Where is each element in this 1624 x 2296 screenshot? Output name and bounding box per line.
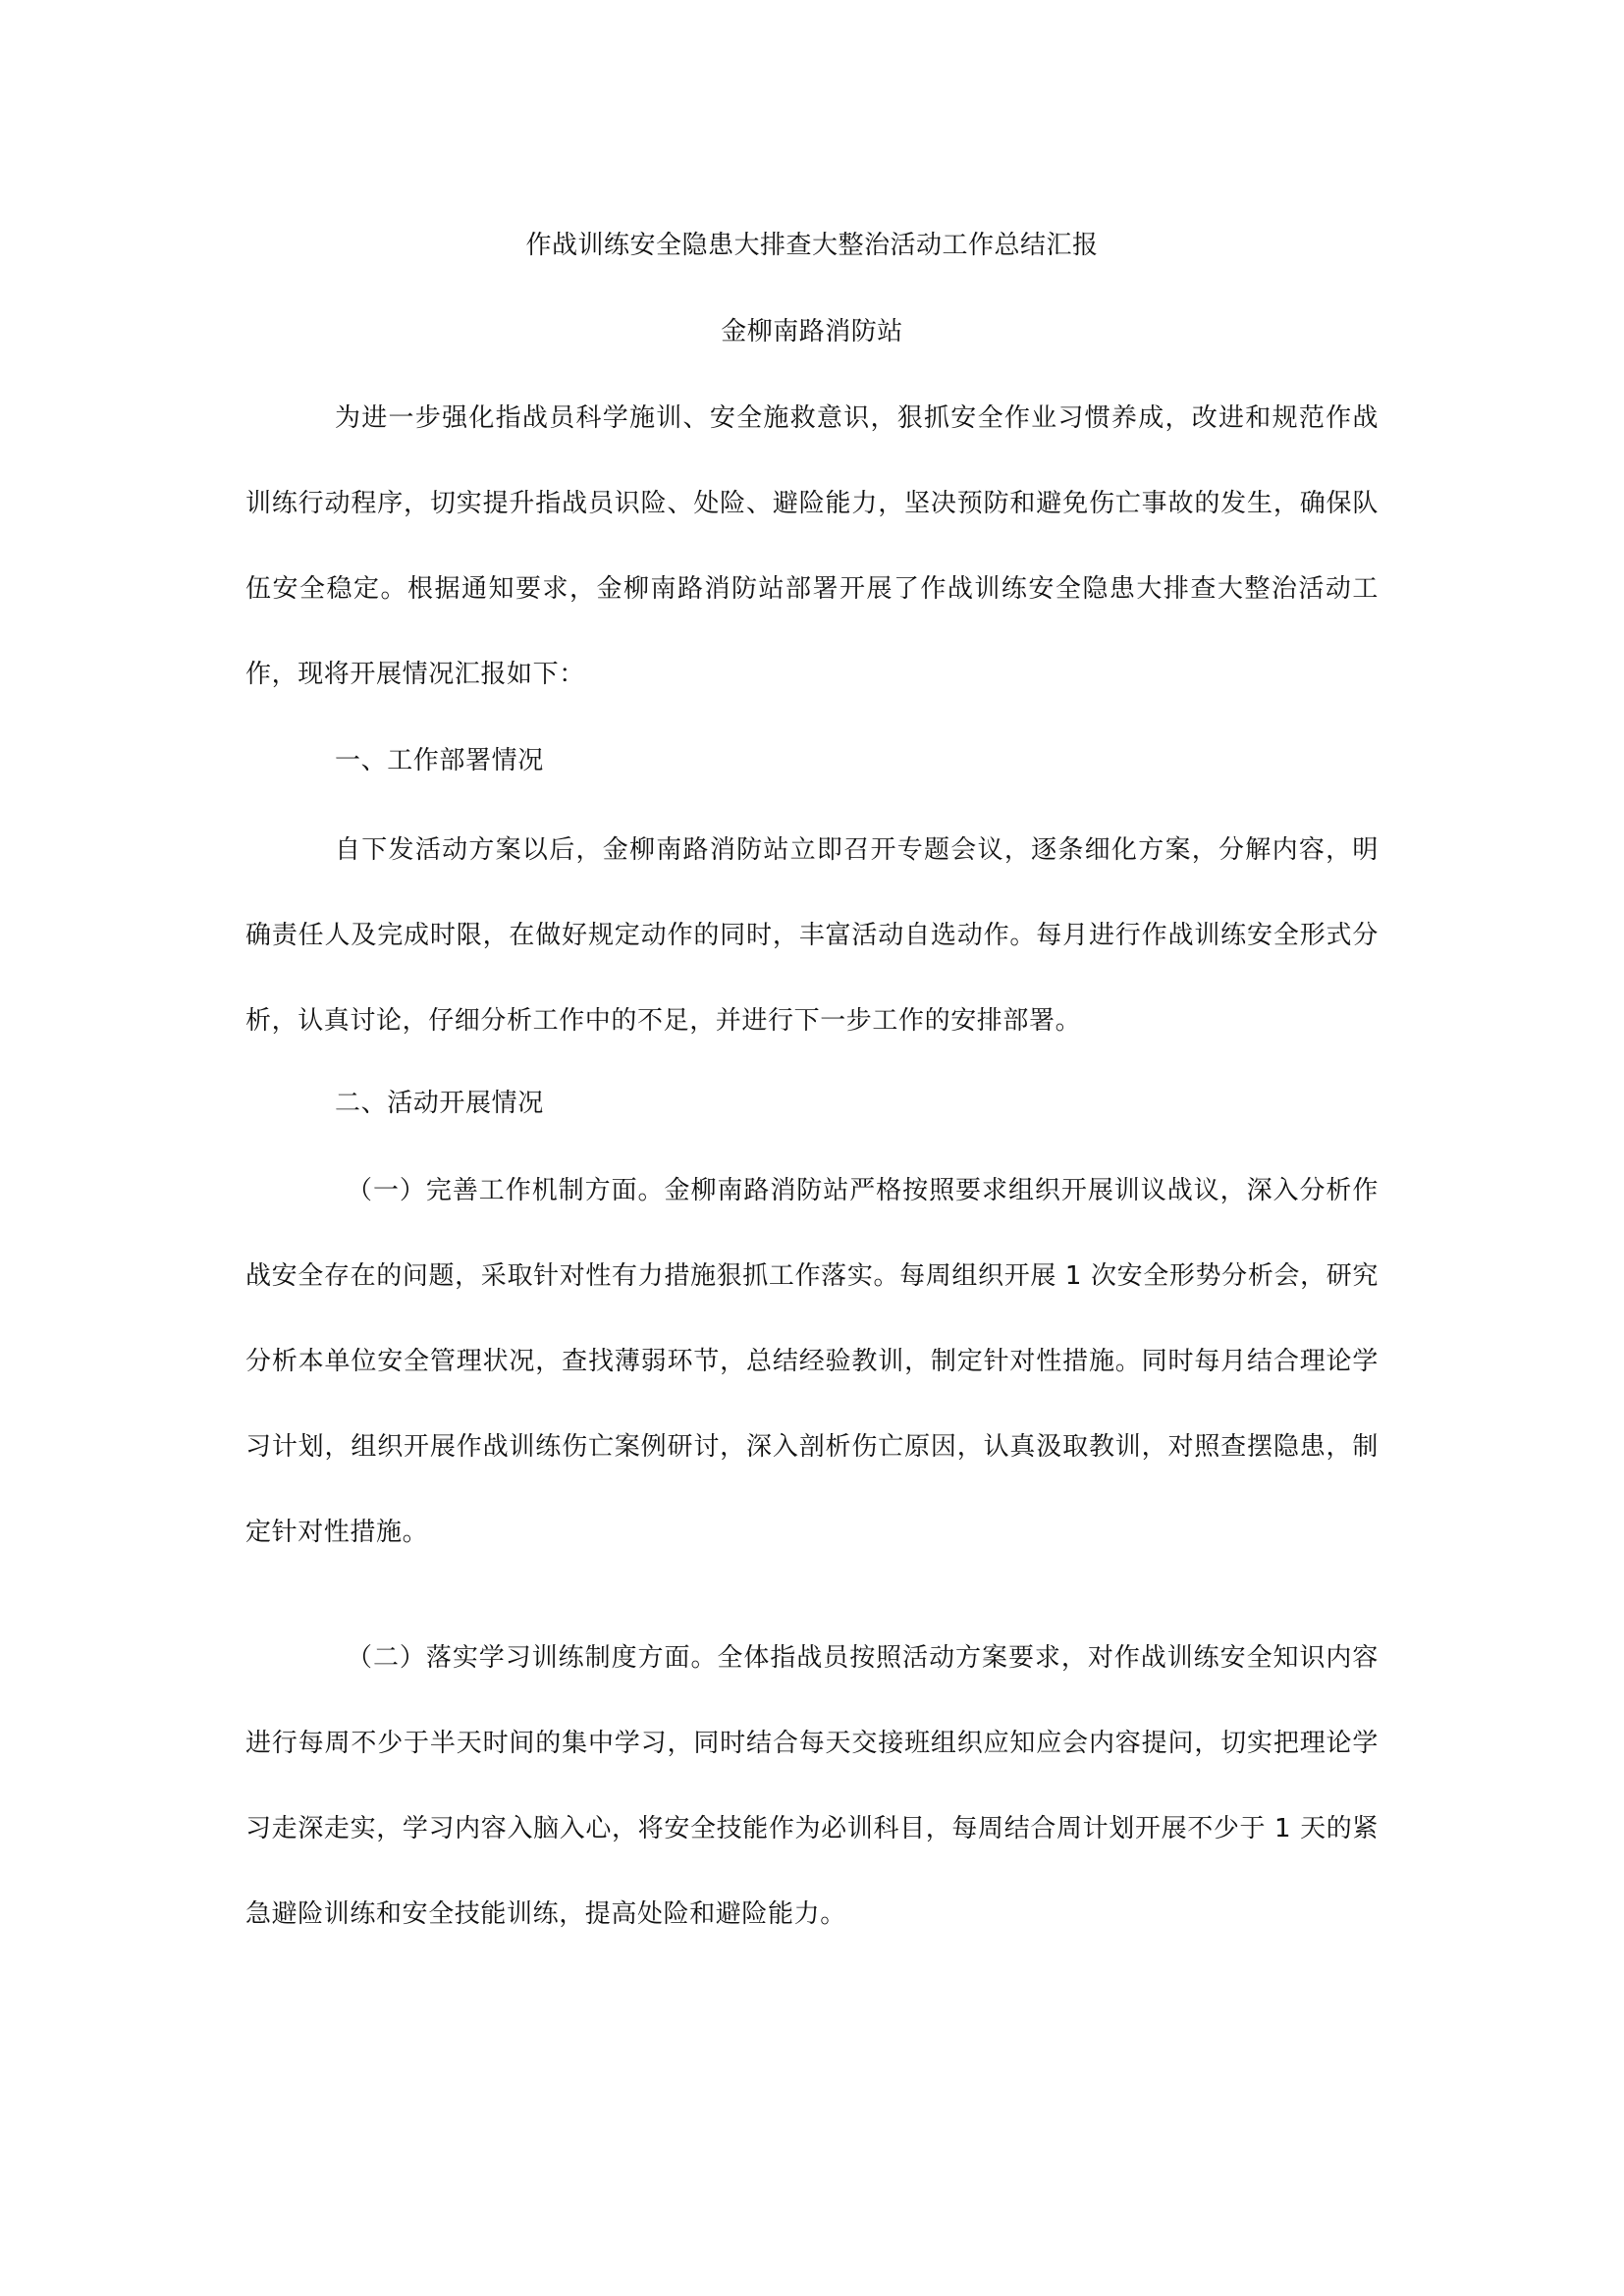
intro-paragraph: 为进一步强化指战员科学施训、安全施救意识，狠抓安全作业习惯养成，改进和规范作战训练行动程序，切实提升指战员识险、处险、避险能力，坚决预防和避免伤亡事故的发生，确保队伍安全稳定。根据通知要求，金柳南路消防站部署开展了作战训练安全隐患大排查大整治活动工作，现将开展情况汇报如下： <box>245 403 1379 689</box>
section-2-item-1-block <box>245 1148 1379 1575</box>
section-2-item-1-paragraph: （一）完善工作机制方面。金柳南路消防站严格按照要求组织开展训议战议，深入分析作战安全存在的问题，采取针对性有力措施狠抓工作落实。每周组织开展 1 次安全形势分析会，研究分析本单位安全管理状况，查找薄弱环节，总结经验教训，制定针对性措施。同时每月结合理论学习计划，组织开展作战训练伤亡案例研讨，深入剖析伤亡原因，认真汲取教训，对照查摆隐患，制定针对性措施。 <box>245 1176 1379 1547</box>
section-1-body-block <box>245 808 1379 1064</box>
section-1-paragraph: 自下发活动方案以后，金柳南路消防站立即召开专题会议，逐条细化方案，分解内容，明确责任人及完成时限，在做好规定动作的同时，丰富活动自选动作。每月进行作战训练安全形式分析，认真讨论，仔细分析工作中的不足，并进行下一步工作的安排部署。 <box>245 835 1379 1036</box>
section-1-heading: 一、工作部署情况 <box>335 746 544 775</box>
document-title: 作战训练安全隐患大排查大整治活动工作总结汇报 <box>525 231 1099 260</box>
intro-paragraph-block <box>245 376 1379 718</box>
section-2-heading: 二、活动开展情况 <box>335 1089 544 1118</box>
section-2-item-2-paragraph: （二）落实学习训练制度方面。全体指战员按照活动方案要求，对作战训练安全知识内容进行每周不少于半天时间的集中学习，同时结合每天交接班组织应知应会内容提问，切实把理论学习走深走实，学习内容入脑入心，将安全技能作为必训科目，每周结合周计划开展不少于 1 天的紧急避险训练和安全技能训练，提高处险和避险能力。 <box>245 1643 1379 1929</box>
document-unit: 金柳南路消防站 <box>721 317 903 347</box>
section-2-item-2-block <box>245 1616 1379 1957</box>
